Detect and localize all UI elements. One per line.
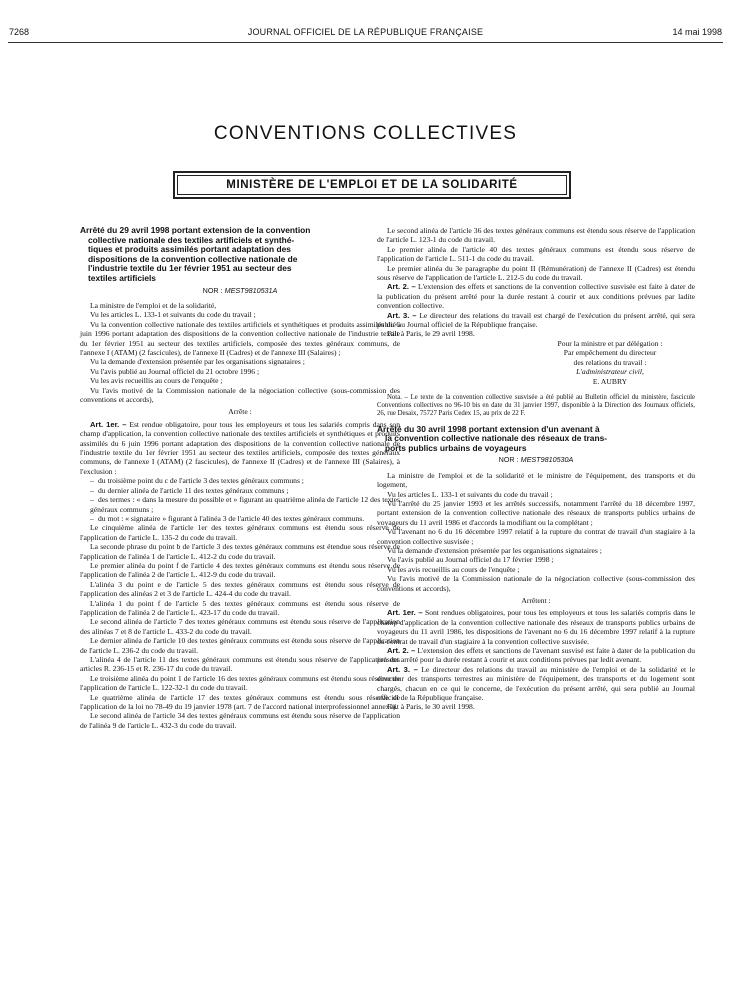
signature-line: L'administrateur civil, [576,367,644,377]
ministry-box [173,171,571,199]
signature-line: Par empêchement du directeur [563,348,657,358]
title-line: Arrêté du 30 avril 1998 portant extension d'un avenant à [377,423,600,434]
paragraph: L'alinéa 4 de l'article 11 des textes généraux communs est étendu sous réserve de l'application des articles R. 236-15 et R. 236-17 du code du travail. [80,655,400,674]
article-1b [377,608,695,646]
paragraph: Le second alinéa de l'article 34 des textes généraux communs est étendu sous réserve de l'application de l'alinéa 9 de l'article L. 432-3 du code du travail. [80,711,400,730]
article-text: Sont rendues obligatoires, pour tous les employeurs et tous les salariés compris dans le champ d'application de la convention collective nationale des réseaux de transports publics urbains de voyageurs du 11 avril 1986, les dispositions de l'avenant no 6 du 16 décembre 1997 relatif à la rupture du contrat de travail d'un stagiaire à la convention collective susvisée. [377,608,695,646]
nor-reference [80,286,400,295]
article-3b [377,665,695,703]
signature-line: Pour la ministre et par délégation : [557,338,663,348]
exclusion-text: du mot : « signataire » figurant à l'alinéa 3 de l'article 40 des textes généraux communs. [98,513,365,523]
paragraph: Vu l'arrêté du 25 janvier 1993 et les arrêtés successifs, notamment l'arrêté du 18 décembre 1997, portant extension de la convention collective nationale des réseaux de transports publics urbains de voyageurs du 11 avril 1986 et d'accords la modifiant ou la complétant ; [377,498,695,527]
paragraph: Le premier alinéa de l'article 40 des textes généraux communs est étendu sous réserve de l'application de l'article L. 511-1 du code du travail. [377,244,695,264]
paragraph: La ministre de l'emploi et de la solidarité, [90,300,217,310]
paragraph: Le second alinéa de l'article 36 des textes généraux communs est étendu sous réserve de l'application de l'article L. 123-1 du code du travail. [377,226,695,245]
decree-title-2 [377,425,695,454]
article-2 [377,282,695,310]
paragraph: Le second alinéa de l'article 7 des textes généraux communs est étendu sous réserve de l'application des alinéas 7 et 8 de l'article L. 433-2 du code du travail. [80,617,400,636]
paragraph: Vu l'avis motivé de la Commission nationale de la négociation collective (sous-commission des conventions et accords), [80,385,400,405]
arretent-heading: Arrêtent : [521,595,551,605]
article-label: Art. 2. – [387,282,416,292]
article-2b [377,646,695,665]
paragraph: L'alinéa 3 du point e de l'article 5 des textes généraux communs est étendu sous réserve de l'application des alinéas 2 et 3 de l'article L. 424-4 du code du travail. [80,579,400,599]
article-label: Art. 3. – [387,664,418,674]
paragraph: Vu les articles L. 133-1 et suivants du code du travail ; [90,310,256,320]
article-label: Art. 3. – [387,310,417,320]
paragraph: Le premier alinéa du 3e paragraphe du point II (Rémunération) de l'annexe II (Cadres) est étendu sous réserve de l'application de l'article L. 212-5 du code du travail. [377,263,695,283]
title-line: Arrêté du 29 avril 1998 portant extension de la convention [80,225,311,235]
article-1 [80,420,400,476]
paragraph: L'alinéa 1 du point f de l'article 5 des textes généraux communs est étendu sous réserve de l'application de l'alinéa 2 de l'article L. 423-17 du code du travail. [80,598,400,617]
exclusion-item: – du troisième point du c de l'article 3 des textes généraux communs ; [90,476,304,486]
signature-block [377,339,695,386]
paragraph: Vu la demande d'extension présentée par les organisations signataires ; [387,545,602,555]
paragraph: Le premier alinéa du point f de l'article 4 des textes généraux communs est étendu sous réserve de l'application de l'alinéa 2 de l'article L. 412-9 du code du travail. [80,560,400,580]
article-text: L'extension des effets et sanctions de la convention collective susvisée est faite à dater de la publication du présent arrêté pour la durée restant à courir et aux conditions prévues par ladite convention collective. [377,282,696,311]
signature-line: des relations du travail : [573,357,647,367]
title-line: tiques et produits assimilés portant adaptation des [88,244,291,255]
paragraph: Vu la convention collective nationale des textiles artificiels et synthétiques et produits assimilés du 6 juin 1996 portant adaptation des dispositions de la convention collective nationale de l'industrie textile du 1er février 1951 au secteur des textiles artificiels, composée des textes généraux communs, de l'annexe I (ATAM) (2 fascicules), de l'annexe II (Cadres) et de l'annexe III (Salaires) ; [80,319,400,357]
paragraph: Le dernier alinéa de l'article 10 des textes généraux communs est étendu sous réserve de l'application de l'article L. 236-2 du code du travail. [80,636,400,655]
paragraph: Le cinquième alinéa de l'article 1er des textes généraux communs est étendu sous réserve de l'application de l'article L. 135-2 du code du travail. [80,523,400,542]
nor-label: NOR : [498,455,519,465]
article-text: Est rendue obligatoire, pour tous les employeurs et tous les salariés compris dans son champ d'application, la convention collective nationale des textiles artificiels et synthétiques et produits assimilés du 6 juin 1996 portant adaptation des dispositions de la convention collective nationale de l'industrie textile du 1er février 1951 au secteur des textiles artificiels, composée des textes généraux communs, de l'annexe I (ATAM) (2 fascicules), de l'annexe II (Cadres) et de l'annexe III (Salaires), à l'exclusion : [80,419,400,476]
paragraph: La seconde phrase du point b de l'article 3 des textes généraux communs est étendue sous réserve de l'application de l'alinéa 1 de l'article L. 412-2 du code du travail. [80,542,400,561]
exclusion-item: – des termes : « dans la mesure du possible et » figurant au quatrième alinéa de l'article 12 des textes généraux communs ; [90,495,400,514]
article-text: L'extension des effets et sanctions de l'avenant susvisé est faite à dater de la publication du présent arrêté pour la durée restant à courir et aux conditions prévues par ledit avenant. [377,646,695,665]
article-text: Le directeur des relations du travail au ministère de l'emploi et de la solidarité et le directeur des transports terrestres au ministère de l'équipement, des transports et du logement sont chargés, chacun en ce qui le concerne, de l'exécution du présent arrêté, qui sera publié au Journal officiel de la République française. [377,664,695,703]
article-label: Art. 1er. – [387,608,423,618]
page-header [0,27,731,41]
fait-a-paris: Fait à Paris, le 29 avril 1998. [387,329,475,339]
title-line: ports publics urbains de voyageurs [385,442,527,453]
exclusion-text: du dernier alinéa de l'article 11 des textes généraux communs ; [98,485,289,495]
nor-code: MEST9810531A [224,285,278,295]
right-column [377,226,695,712]
decree-title-1 [80,226,400,284]
signature-name: E. AUBRY [592,376,628,386]
paragraph: Vu l'avis publié au Journal officiel du 17 février 1998 ; [387,555,554,565]
paragraph: Le quatrième alinéa de l'article 17 des textes généraux communs est étendu sous réserve de l'application de la loi no 78-49 du 19 janvier 1978 (art. 7 de l'accord national interprofessionnel annexé). [80,692,400,712]
paragraph: Vu l'avenant no 6 du 16 décembre 1997 relatif à la rupture du contrat de travail d'un stagiaire à la convention collective susvisée ; [377,527,695,546]
title-line: la convention collective nationale des réseaux de trans- [385,433,608,444]
arrete-heading: Arrête : [228,407,252,417]
paragraph: Vu les avis recueillis au cours de l'enquête ; [90,376,223,386]
page-number: 7268 [9,27,30,37]
paragraph: Le troisième alinéa du point 1 de l'article 16 des textes généraux communs est étendu sous réserve de l'application de l'article L. 122-32-1 du code du travail. [80,673,400,693]
header-rule [8,42,723,43]
article-label: Art. 2. – [387,646,416,656]
title-line: dispositions de la convention collective nationale de [88,253,298,264]
title-line: collective nationale des textiles artificiels et synthé- [88,234,295,245]
title-line: textiles artificiels [88,272,156,283]
paragraph: Vu l'avis publié au Journal officiel du 21 octobre 1996 ; [90,366,260,376]
nor-code: MEST9810530A [520,455,574,465]
paragraph: Vu les articles L. 133-1 et suivants du code du travail ; [387,489,553,499]
article-label: Art. 1er. – [90,419,127,429]
paragraph: Vu les avis recueillis au cours de l'enquête ; [387,564,520,574]
section-title: CONVENTIONS COLLECTIVES [213,123,518,144]
paragraph: Vu l'avis motivé de la Commission nationale de la négociation collective (sous-commission des conventions et accords), [377,574,695,593]
nota: Nota. – Le texte de la convention collective susvisée a été publié au Bulletin officiel du ministère, fascicule Conventions collectives no 96-10 bis en date du 31 janvier 1997, disponible à la Direction des Journaux officiels, 26, rue Desaix, 75727 Paris Cedex 15, au prix de 22 F. [377,393,695,418]
ministry-name: MINISTÈRE DE L'EMPLOI ET DE LA SOLIDARITÉ [177,175,567,195]
article-3 [377,311,695,330]
exclusion-text: du troisième point du c de l'article 3 des textes généraux communs ; [98,476,304,486]
journal-title: JOURNAL OFFICIEL DE LA RÉPUBLIQUE FRANÇAISE [247,27,484,37]
fait-a-paris-2: Fait à Paris, le 30 avril 1998. [387,702,475,712]
exclusion-item: – du mot : « signataire » figurant à l'alinéa 3 de l'article 40 des textes généraux communs. [90,513,365,523]
issue-date: 14 mai 1998 [672,27,722,37]
exclusion-text: des termes : « dans la mesure du possible et » figurant au quatrième alinéa de l'article 12 des textes généraux communs ; [90,495,400,514]
paragraph: La ministre de l'emploi et de la solidarité et le ministre de l'équipement, des transports et du logement, [377,470,695,490]
exclusion-item: – du dernier alinéa de l'article 11 des textes généraux communs ; [90,485,289,495]
nor-reference [377,455,695,464]
left-column [80,226,400,730]
nor-label: NOR : [202,285,223,295]
article-text: Le directeur des relations du travail est chargé de l'exécution du présent arrêté, qui sera publié au Journal officiel de la République française. [377,310,695,330]
paragraph: Vu la demande d'extension présentée par les organisations signataires ; [90,357,305,367]
title-line: l'industrie textile du 1er février 1951 au secteur des [88,263,292,274]
